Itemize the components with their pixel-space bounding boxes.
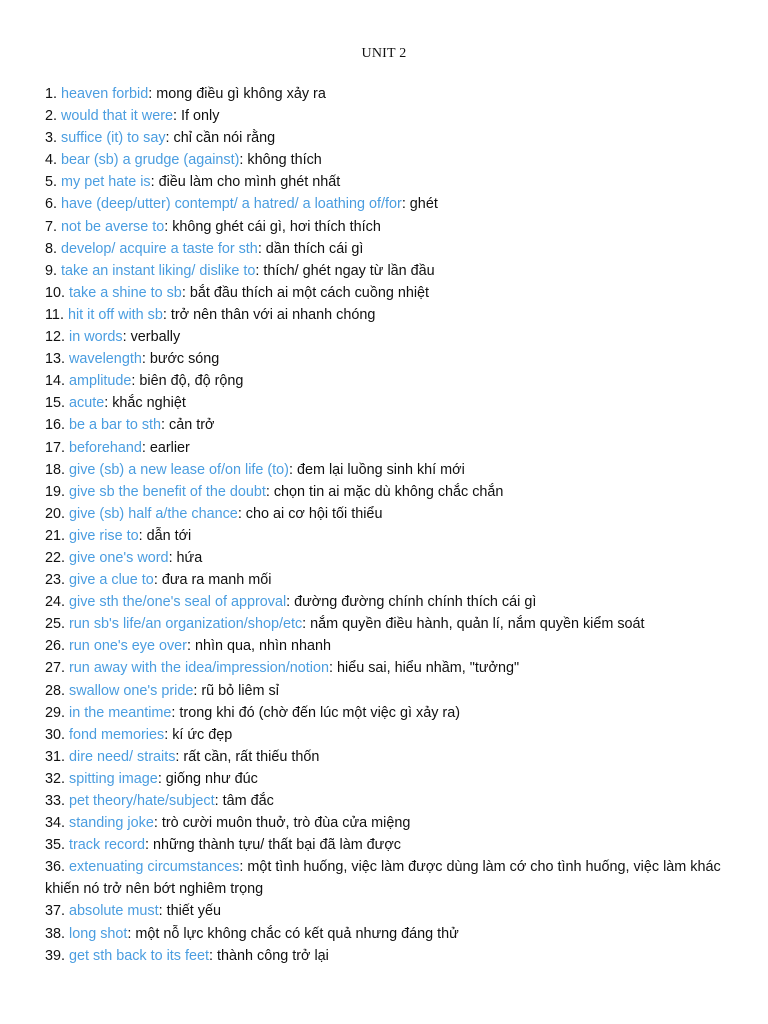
vocab-entry bbox=[45, 392, 755, 414]
entry-meaning: : earlier bbox=[141, 439, 190, 456]
entry-meaning: : một nỗ lực không chắc có kết quả nhưng đáng thử bbox=[127, 925, 459, 942]
vocab-entry bbox=[45, 768, 755, 790]
entry-term: take an instant liking/ dislike to bbox=[61, 262, 256, 279]
vocab-entry bbox=[45, 437, 755, 459]
entry-number: 16. bbox=[45, 417, 66, 434]
entry-term: fond memories bbox=[69, 726, 165, 743]
entry-number: 12. bbox=[45, 329, 66, 346]
entry-term: dire need/ straits bbox=[69, 748, 176, 765]
entry-meaning: : thích/ ghét ngay từ lần đầu bbox=[255, 262, 435, 279]
entry-number: 31. bbox=[45, 748, 66, 765]
entry-term: give sb the benefit of the doubt bbox=[69, 483, 266, 500]
entry-number: 20. bbox=[45, 505, 66, 522]
entry-meaning: : rũ bỏ liêm sỉ bbox=[193, 682, 279, 699]
entry-term: run one's eye over bbox=[69, 638, 187, 655]
entry-number: 9. bbox=[45, 262, 58, 279]
entry-number: 36. bbox=[45, 859, 66, 876]
vocab-entry bbox=[45, 702, 755, 724]
entry-meaning: : dẫn tới bbox=[138, 527, 192, 544]
vocab-entry bbox=[45, 304, 755, 326]
entry-number: 8. bbox=[45, 240, 58, 257]
entry-number: 14. bbox=[45, 373, 66, 390]
entry-meaning: : không thích bbox=[239, 152, 322, 169]
entry-meaning: : những thành tựu/ thất bại đã làm được bbox=[145, 837, 401, 854]
entry-meaning: : dần thích cái gì bbox=[257, 240, 364, 257]
vocab-entry bbox=[45, 171, 755, 193]
entry-meaning: : rất cần, rất thiếu thốn bbox=[175, 748, 320, 765]
entry-term: standing joke bbox=[69, 815, 154, 832]
entry-meaning: : chọn tin ai mặc dù không chắc chắn bbox=[265, 483, 504, 500]
vocab-entry bbox=[45, 923, 755, 945]
entry-number: 35. bbox=[45, 837, 66, 854]
entry-number: 23. bbox=[45, 572, 66, 589]
vocab-entry bbox=[45, 945, 755, 967]
entry-meaning: : hứa bbox=[168, 549, 203, 566]
entry-term: give a clue to bbox=[69, 572, 154, 589]
entry-meaning: : trở nên thân với ai nhanh chóng bbox=[162, 306, 376, 323]
entry-term: absolute must bbox=[69, 903, 159, 920]
entry-term: run away with the idea/impression/notion bbox=[69, 660, 329, 677]
entry-term: hit it off with sb bbox=[67, 306, 163, 323]
entry-meaning: : chỉ cần nói rằng bbox=[165, 130, 276, 147]
entry-term: give (sb) a new lease of/on life (to) bbox=[69, 461, 289, 478]
vocab-entry bbox=[45, 105, 755, 127]
entry-meaning: : If only bbox=[173, 108, 220, 125]
entry-term: long shot bbox=[69, 925, 128, 942]
entry-meaning: : thành công trở lại bbox=[209, 947, 329, 964]
entry-number: 6. bbox=[45, 196, 58, 213]
vocab-entry bbox=[45, 856, 745, 900]
entry-meaning: : một tình huống, việc làm được dùng làm cớ cho tình huống, việc làm khác khiến nó trở nên bớt nghiêm trọng bbox=[45, 859, 721, 898]
entry-number: 29. bbox=[45, 704, 66, 721]
entry-number: 37. bbox=[45, 903, 66, 920]
entry-meaning: : trong khi đó (chờ đến lúc một việc gì xảy ra) bbox=[171, 704, 460, 721]
entry-number: 17. bbox=[45, 439, 66, 456]
vocab-entry bbox=[45, 481, 755, 503]
entry-meaning: : trò cười muôn thuở, trò đùa cửa miệng bbox=[153, 815, 411, 832]
entry-term: be a bar to sth bbox=[69, 417, 162, 434]
entry-term: take a shine to sb bbox=[69, 284, 182, 301]
entry-number: 28. bbox=[45, 682, 66, 699]
vocab-entry bbox=[45, 503, 755, 525]
vocab-entry bbox=[45, 635, 755, 657]
entry-term: get sth back to its feet bbox=[69, 947, 210, 964]
entry-number: 11. bbox=[45, 306, 64, 323]
vocab-entry bbox=[45, 900, 755, 922]
entry-meaning: : kí ức đẹp bbox=[164, 726, 233, 743]
vocab-entry bbox=[45, 282, 755, 304]
entry-term: wavelength bbox=[69, 351, 142, 368]
entry-number: 21. bbox=[45, 527, 66, 544]
entry-meaning: : verbally bbox=[122, 329, 181, 346]
entry-term: develop/ acquire a taste for sth bbox=[61, 240, 258, 257]
entry-meaning: : nắm quyền điều hành, quản lí, nắm quyền kiểm soát bbox=[302, 616, 645, 633]
vocab-entry bbox=[45, 834, 755, 856]
entry-number: 1. bbox=[45, 86, 58, 102]
entry-term: have (deep/utter) contempt/ a hatred/ a loathing of/for bbox=[61, 196, 402, 213]
vocab-entry bbox=[45, 216, 755, 238]
entry-term: acute bbox=[69, 395, 105, 412]
entry-term: give rise to bbox=[69, 527, 139, 544]
entry-number: 33. bbox=[45, 793, 66, 809]
entry-term: give (sb) half a/the chance bbox=[69, 505, 238, 522]
vocab-entry bbox=[45, 260, 755, 282]
entry-term: give one's word bbox=[69, 549, 169, 566]
vocab-entry bbox=[45, 812, 755, 834]
vocab-entry bbox=[45, 525, 755, 547]
entry-number: 18. bbox=[45, 461, 66, 478]
vocab-entry bbox=[45, 724, 755, 746]
entry-term: my pet hate is bbox=[61, 174, 151, 191]
entry-meaning: : điều làm cho mình ghét nhất bbox=[150, 174, 341, 191]
entry-number: 15. bbox=[45, 395, 66, 412]
entry-term: run sb's life/an organization/shop/etc bbox=[69, 616, 303, 633]
vocab-entry bbox=[45, 547, 755, 569]
entry-meaning: : giống như đúc bbox=[157, 770, 258, 787]
entry-meaning: : bước sóng bbox=[141, 351, 220, 368]
entry-term: in the meantime bbox=[69, 704, 172, 721]
vocab-entry bbox=[45, 591, 755, 613]
vocab-entry bbox=[45, 790, 755, 812]
vocab-entry bbox=[45, 569, 755, 591]
entry-meaning: : biên độ, độ rộng bbox=[131, 373, 244, 390]
entry-term: swallow one's pride bbox=[69, 682, 194, 699]
vocab-entry bbox=[45, 414, 755, 436]
entry-number: 2. bbox=[45, 108, 58, 125]
entry-meaning: : ghét bbox=[401, 196, 438, 213]
vocab-entry bbox=[45, 238, 755, 260]
page-title: UNIT 2 bbox=[361, 46, 407, 61]
entry-term: spitting image bbox=[69, 770, 158, 787]
entry-meaning: : đường đường chính chính thích cái gì bbox=[286, 594, 537, 611]
entry-meaning: : thiết yếu bbox=[158, 903, 222, 920]
vocab-entry bbox=[45, 149, 755, 171]
entry-number: 3. bbox=[45, 130, 58, 147]
entry-term: track record bbox=[69, 837, 145, 854]
entry-number: 22. bbox=[45, 549, 66, 566]
entry-term: give sth the/one's seal of approval bbox=[69, 594, 287, 611]
entry-meaning: : không ghét cái gì, hơi thích thích bbox=[164, 218, 381, 235]
entry-number: 7. bbox=[45, 218, 58, 235]
entry-term: heaven forbid bbox=[61, 86, 149, 102]
entry-number: 34. bbox=[45, 815, 66, 832]
vocab-entry bbox=[45, 680, 755, 702]
entry-meaning: : mong điều gì không xảy ra bbox=[148, 86, 326, 102]
entry-number: 4. bbox=[45, 152, 58, 169]
vocab-entry bbox=[45, 83, 755, 105]
vocab-entry bbox=[45, 370, 755, 392]
vocab-entry bbox=[45, 746, 755, 768]
entry-term: beforehand bbox=[69, 439, 142, 456]
vocab-entry bbox=[45, 326, 755, 348]
entry-term: not be averse to bbox=[61, 218, 165, 235]
entry-number: 38. bbox=[45, 925, 66, 942]
entry-meaning: : tâm đắc bbox=[214, 793, 274, 809]
entry-number: 24. bbox=[45, 594, 66, 611]
entry-meaning: : cho ai cơ hội tối thiểu bbox=[237, 505, 383, 522]
vocab-entry bbox=[45, 193, 755, 215]
vocab-entry bbox=[45, 348, 755, 370]
entry-number: 39. bbox=[45, 947, 66, 964]
entry-meaning: : cản trở bbox=[161, 417, 215, 434]
entry-meaning: : hiểu sai, hiểu nhầm, "tưởng" bbox=[329, 660, 520, 677]
vocab-entry bbox=[45, 127, 755, 149]
entry-meaning: : khắc nghiệt bbox=[104, 395, 186, 412]
entry-meaning: : bắt đầu thích ai một cách cuồng nhiệt bbox=[181, 284, 430, 301]
entry-meaning: : nhìn qua, nhìn nhanh bbox=[186, 638, 332, 655]
entry-term: bear (sb) a grudge (against) bbox=[61, 152, 240, 169]
entry-number: 10. bbox=[45, 284, 66, 301]
entry-number: 13. bbox=[45, 351, 66, 368]
vocab-entry bbox=[45, 613, 755, 635]
vocab-entry bbox=[45, 459, 755, 481]
entry-number: 25. bbox=[45, 616, 66, 633]
entry-term: would that it were bbox=[61, 108, 173, 125]
entry-number: 26. bbox=[45, 638, 66, 655]
entry-number: 30. bbox=[45, 726, 66, 743]
vocab-entry bbox=[45, 657, 755, 679]
entry-number: 5. bbox=[45, 174, 58, 191]
entry-meaning: : đưa ra manh mối bbox=[153, 572, 272, 589]
entry-number: 27. bbox=[45, 660, 66, 677]
entry-meaning: : đem lại luồng sinh khí mới bbox=[288, 461, 465, 478]
entry-term: suffice (it) to say bbox=[61, 130, 166, 147]
entry-term: extenuating circumstances bbox=[69, 859, 240, 876]
entry-number: 19. bbox=[45, 483, 66, 500]
entry-term: amplitude bbox=[69, 373, 132, 390]
entry-term: in words bbox=[69, 329, 123, 346]
entry-number: 32. bbox=[45, 770, 66, 787]
vocabulary-list bbox=[45, 83, 755, 967]
entry-term: pet theory/hate/subject bbox=[69, 793, 215, 809]
